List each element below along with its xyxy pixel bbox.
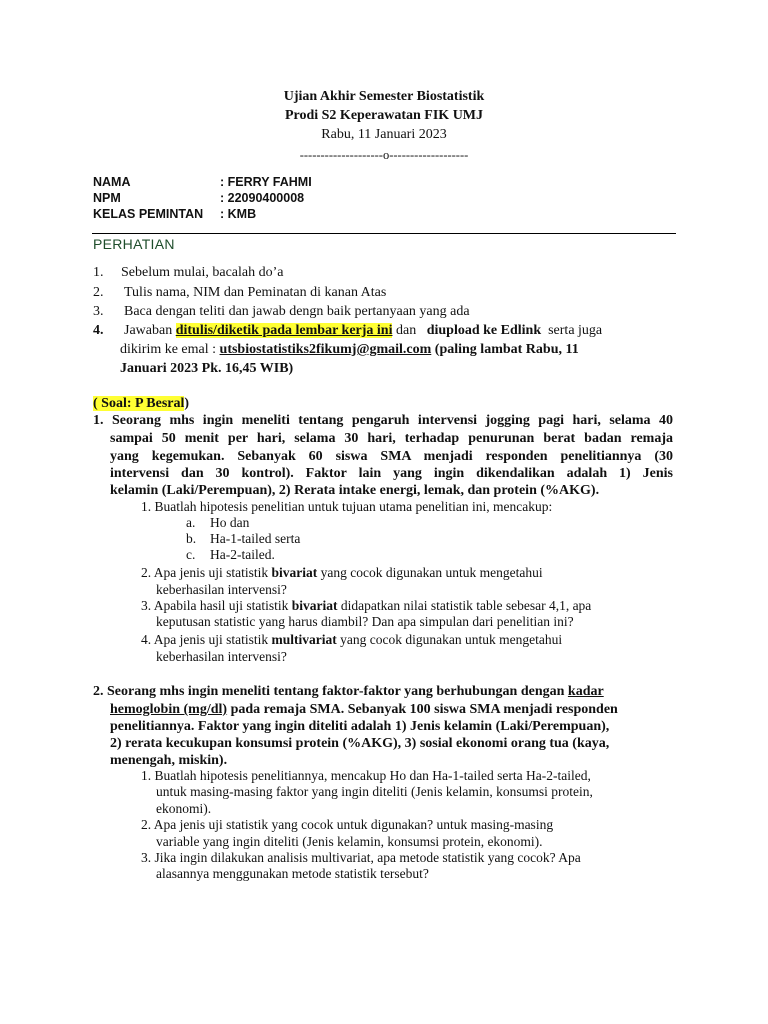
- nama-label: NAMA: [93, 175, 131, 189]
- q1-line-1: 1. Seorang mhs ingin meneliti tentang pengaruh intervensi jogging pagi hari, selama 40: [93, 413, 673, 428]
- q1-sub-3-text-c: didapatkan nilai statistik table sebesar 4,1, apa: [340, 598, 592, 613]
- q2-sub-1-line-2: untuk masing-masing faktor yang ingin diteliti (Jenis kelamin, konsumsi protein,: [156, 784, 593, 799]
- item-4-text-c: dan: [395, 323, 417, 338]
- perhatian-item-4-line-3: Januari 2023 Pk. 16,45 WIB): [120, 361, 294, 376]
- q1-sub-2-bivariat: bivariat: [271, 565, 318, 580]
- perhatian-item-3: Baca dengan teliti dan jawab dengn baik pertanyaan yang ada: [124, 304, 470, 319]
- q1-sub-2-text-c: yang cocok digunakan untuk mengetahui: [320, 565, 543, 580]
- exam-title: Ujian Akhir Semester Biostatistik: [283, 89, 485, 104]
- header-separator: --------------------o-------------------: [299, 148, 469, 162]
- q1-sub-1b-number: b.: [186, 531, 197, 546]
- q1-line-2: sampai 50 menit per hari, selama 30 hari, terhadap penurunan berat badan remaja: [110, 431, 673, 446]
- item-4-text-f: dikirim ke emal :: [120, 342, 217, 357]
- q2-line-5: menengah, miskin).: [110, 753, 228, 768]
- npm-label: NPM: [93, 191, 121, 205]
- q2-kadar-underlined: kadar: [567, 684, 604, 699]
- item-4-email-link[interactable]: utsbiostatistiks2fikumj@gmail.com: [219, 342, 432, 357]
- perhatian-item-4-line-2: [120, 342, 579, 358]
- nama-value: : FERRY FAHMI: [220, 175, 312, 189]
- q1-sub-1c: Ha-2-tailed.: [210, 547, 275, 562]
- item-4-deadline: (paling lambat Rabu, 11: [434, 342, 579, 357]
- q1-sub-1a: Ho dan: [210, 515, 250, 530]
- soal-author: [93, 396, 189, 412]
- exam-program: Prodi S2 Keperawatan FIK UMJ: [284, 108, 484, 123]
- q1-sub-1a-number: a.: [186, 515, 196, 530]
- q1-sub-4-line-2: keberhasilan intervensi?: [156, 649, 287, 664]
- q2-line-1: [93, 684, 604, 700]
- q1-sub-3-text-a: 3. Apabila hasil uji statistik: [141, 598, 289, 613]
- q1-sub-4-multivariat: multivariat: [271, 632, 337, 647]
- q1-sub-2-line-2: keberhasilan intervensi?: [156, 582, 287, 597]
- exam-date: Rabu, 11 Januari 2023: [321, 127, 447, 142]
- q2-hemoglobin-underlined: hemoglobin (mg/dl): [110, 702, 228, 717]
- q2-line-3: penelitiannya. Faktor yang ingin diteliti adalah 1) Jenis kelamin (Laki/Perempuan),: [110, 719, 610, 734]
- item-4-text-edlink: diupload ke Edlink: [426, 323, 542, 338]
- perhatian-item-2: Tulis nama, NIM dan Peminatan di kanan Atas: [124, 285, 387, 300]
- q2-sub-3-line-1: 3. Jika ingin dilakukan analisis multivariat, apa metode statistik yang cocok? Apa: [141, 850, 581, 865]
- q1-sub-1c-number: c.: [186, 547, 196, 562]
- q1-line-5: kelamin (Laki/Perempuan), 2) Rerata intake energi, lemak, dan protein (%AKG).: [110, 483, 600, 498]
- soal-author-paren: ): [184, 396, 190, 411]
- q1-sub-2-line-1: [141, 565, 543, 581]
- q1-sub-1b: Ha-1-tailed serta: [210, 531, 301, 546]
- q2-sub-2-line-1: 2. Apa jenis uji statistik yang cocok untuk digunakan? untuk masing-masing: [141, 817, 554, 832]
- npm-value: : 22090400008: [220, 191, 305, 205]
- perhatian-item-1: Sebelum mulai, bacalah do’a: [121, 265, 284, 280]
- q2-line-4: 2) rerata kecukupan konsumsi protein (%AKG), 3) sosial ekonomi orang tua (kaya,: [110, 736, 610, 751]
- perhatian-item-2-number: 2.: [93, 285, 104, 300]
- perhatian-item-3-number: 3.: [93, 304, 104, 319]
- q1-sub-4-text-a: 4. Apa jenis uji statistik: [141, 632, 269, 647]
- q1-sub-4-text-c: yang cocok digunakan untuk mengetahui: [340, 632, 563, 647]
- item-4-text-e: serta juga: [548, 323, 603, 338]
- q2-line-2: [110, 702, 618, 718]
- perhatian-item-4-number: 4.: [93, 323, 104, 338]
- q2-line-1-text: 2. Seorang mhs ingin meneliti tentang faktor-faktor yang berhubungan dengan: [93, 684, 565, 699]
- q1-sub-3-line-1: [141, 598, 591, 614]
- q1-sub-3-line-2: keputusan statistic yang harus diambil? Dan apa simpulan dari penelitian ini?: [156, 614, 574, 629]
- q1-sub-4-line-1: [141, 632, 562, 648]
- item-4-text-a: Jawaban: [124, 323, 173, 338]
- divider-line: [92, 233, 676, 234]
- q1-line-4: intervensi dan 30 kontrol). Faktor lain yang ingin dikendalikan adalah 1) Jenis: [110, 466, 673, 481]
- perhatian-heading: PERHATIAN: [93, 236, 175, 252]
- q1-line-3: yang kegemukan. Sebanyak 60 siswa SMA menjadi responden penelitiannya (30: [110, 449, 673, 464]
- q2-sub-1-line-1: 1. Buatlah hipotesis penelitiannya, mencakup Ho dan Ha-1-tailed serta Ha-2-tailed,: [141, 768, 591, 783]
- q1-sub-2-text-a: 2. Apa jenis uji statistik: [141, 565, 269, 580]
- item-4-highlight-ditulis: ditulis/diketik pada lembar kerja ini: [175, 323, 393, 338]
- perhatian-item-4-line-1: [124, 323, 602, 339]
- soal-author-highlight: ( Soal: P Besral: [93, 396, 185, 411]
- q2-sub-1-line-3: ekonomi).: [156, 801, 212, 816]
- kelas-label: KELAS PEMINTAN: [93, 207, 204, 221]
- kelas-value: : KMB: [220, 207, 257, 221]
- q2-sub-3-line-2: alasannya menggunakan metode statistik tersebut?: [156, 866, 429, 881]
- perhatian-item-1-number: 1.: [93, 265, 104, 280]
- q2-line-2-text: pada remaja SMA. Sebanyak 100 siswa SMA menjadi responden: [230, 702, 618, 717]
- q1-sub-3-bivariat: bivariat: [291, 598, 338, 613]
- q2-sub-2-line-2: variable yang ingin diteliti (Jenis kelamin, konsumsi protein, ekonomi).: [156, 834, 543, 849]
- q1-sub-1: 1. Buatlah hipotesis penelitian untuk tujuan utama penelitian ini, mencakup:: [141, 499, 553, 514]
